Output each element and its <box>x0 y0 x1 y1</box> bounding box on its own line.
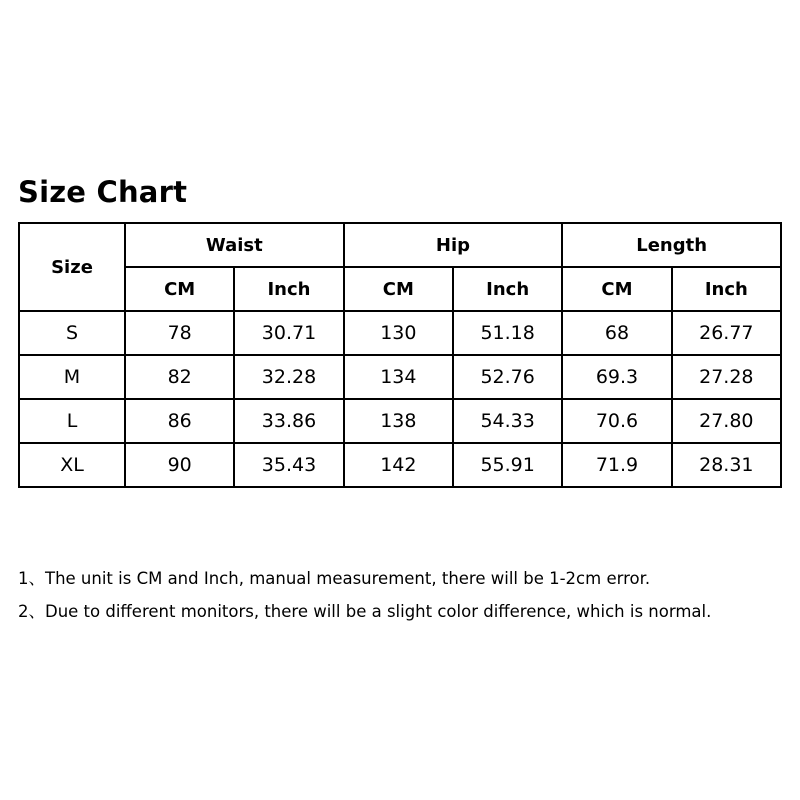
cell-xl-waist-inch: 35.43 <box>234 443 343 487</box>
cell-l-length-cm: 70.6 <box>562 399 671 443</box>
header-hip-cm: CM <box>344 267 453 311</box>
cell-m-hip-cm: 134 <box>344 355 453 399</box>
table-row <box>19 443 781 487</box>
header-group-waist: Waist <box>125 223 344 267</box>
cell-m-length-cm: 69.3 <box>562 355 671 399</box>
header-group-hip: Hip <box>344 223 563 267</box>
cell-xl-hip-inch: 55.91 <box>453 443 562 487</box>
row-size-l: L <box>19 399 125 443</box>
table-header-row-groups <box>19 223 781 267</box>
cell-s-waist-inch: 30.71 <box>234 311 343 355</box>
header-length-inch: Inch <box>672 267 781 311</box>
table-header-row-units <box>19 267 781 311</box>
row-size-xl: XL <box>19 443 125 487</box>
header-hip-inch: Inch <box>453 267 562 311</box>
note-line-2: 2、Due to different monitors, there will be a slight color difference, which is normal. <box>18 602 712 621</box>
cell-s-length-cm: 68 <box>562 311 671 355</box>
header-group-length: Length <box>562 223 781 267</box>
note-line-1: 1、The unit is CM and Inch, manual measurement, there will be 1-2cm error. <box>18 569 651 588</box>
cell-l-hip-cm: 138 <box>344 399 453 443</box>
table-row <box>19 355 781 399</box>
cell-l-waist-inch: 33.86 <box>234 399 343 443</box>
cell-s-waist-cm: 78 <box>125 311 234 355</box>
header-waist-cm: CM <box>125 267 234 311</box>
cell-m-waist-inch: 32.28 <box>234 355 343 399</box>
cell-xl-length-cm: 71.9 <box>562 443 671 487</box>
table-row <box>19 399 781 443</box>
header-waist-inch: Inch <box>234 267 343 311</box>
cell-xl-hip-cm: 142 <box>344 443 453 487</box>
header-length-cm: CM <box>562 267 671 311</box>
cell-m-length-inch: 27.28 <box>672 355 781 399</box>
cell-s-hip-cm: 130 <box>344 311 453 355</box>
cell-xl-waist-cm: 90 <box>125 443 234 487</box>
notes-section <box>18 562 788 628</box>
table-row <box>19 311 781 355</box>
row-size-s: S <box>19 311 125 355</box>
cell-m-hip-inch: 52.76 <box>453 355 562 399</box>
cell-l-length-inch: 27.80 <box>672 399 781 443</box>
size-chart-table <box>18 222 782 488</box>
cell-s-length-inch: 26.77 <box>672 311 781 355</box>
cell-m-waist-cm: 82 <box>125 355 234 399</box>
cell-l-waist-cm: 86 <box>125 399 234 443</box>
row-size-m: M <box>19 355 125 399</box>
cell-s-hip-inch: 51.18 <box>453 311 562 355</box>
cell-xl-length-inch: 28.31 <box>672 443 781 487</box>
header-size: Size <box>19 223 125 311</box>
cell-l-hip-inch: 54.33 <box>453 399 562 443</box>
page-title: Size Chart <box>18 175 188 209</box>
